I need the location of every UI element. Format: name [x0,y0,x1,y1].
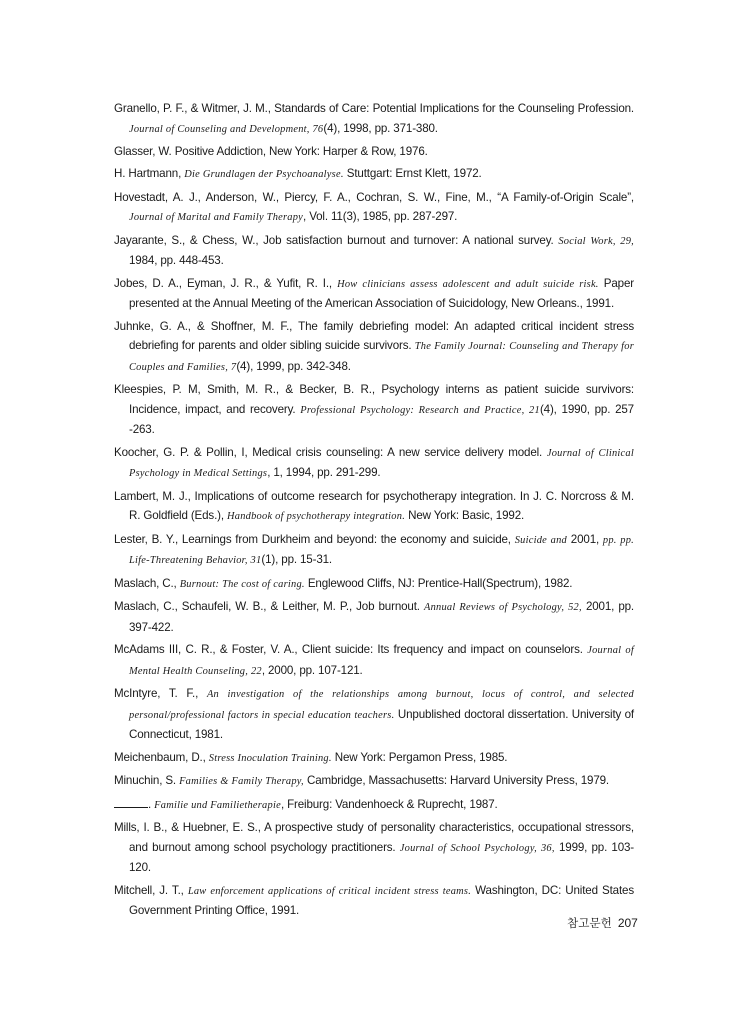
reference-entry: Juhnke, G. A., & Shoffner, M. F., The family debriefing model: An adapted critical incident stress debriefing for parents and older sibling suicide survivors. The Family Journal: Counseling and Therapy for Couples and Families, 7(4), 1999, pp. 342-348. [114,319,634,373]
reference-entry: Koocher, G. P. & Pollin, I, Medical crisis counseling: A new service delivery model. Journal of Clinical Psychology in Medical Settings, 1, 1994, pp. 291-299. [114,445,634,480]
repeat-author-line [114,795,148,808]
page-number: 207 [617,916,638,930]
reference-entry: H. Hartmann, Die Grundlagen der Psychoanalyse. Stuttgart: Ernst Klett, 1972. [114,167,482,181]
reference-entry: Maslach, C., Burnout: The cost of caring. Englewood Cliffs, NJ: Prentice-Hall(Spectrum), 1982. [114,576,573,590]
reference-entry: Lester, B. Y., Learnings from Durkheim and beyond: the economy and suicide, Suicide and 2001, pp. pp. Life-Threatening Behavior, 31(1), pp. 15-31. [114,532,634,567]
reference-entry: Granello, P. F., & Witmer, J. M., Standards of Care: Potential Implications for the Counseling Profession. Journal of Counseling and Development, 76(4), 1998, pp. 371-380. [114,102,634,135]
reference-entry: Minuchin, S. Families & Family Therapy, Cambridge, Massachusetts: Harvard University Press, 1979. [114,774,610,788]
reference-entry: Hovestadt, A. J., Anderson, W., Piercy, F. A., Cochran, S. W., Fine, M., “A Family-of-Origin Scale”, Journal of Marital and Family Therapy, Vol. 11(3), 1985, pp. 287-297. [114,190,634,224]
reference-entry: Jayarante, S., & Chess, W., Job satisfaction burnout and turnover: A national survey. Social Work, 29, 1984, pp. 448-453. [114,233,635,268]
reference-entry: McIntyre, T. F., An investigation of the relationships among burnout, locus of control, and selected personal/professional factors in special education teachers. Unpublished doctoral dissertation. University of Connecticut, 1981. [114,687,635,742]
reference-entry: Maslach, C., Schaufeli, W. B., & Leither, M. P., Job burnout. Annual Reviews of Psychology, 52, 2001, pp. 397-422. [114,600,634,634]
reference-entry: Glasser, W. Positive Addiction, New York: Harper & Row, 1976. [114,144,428,158]
reference-list [114,99,634,924]
reference-entry: Mitchell, J. T., Law enforcement applications of critical incident stress teams. Washington, DC: United States Government Printing Office, 1991. [114,883,634,918]
reference-entry: Kleespies, P. M, Smith, M. R., & Becker, B. R., Psychology interns as patient suicide survivors: Incidence, impact, and recovery. Professional Psychology: Research and Practice, 21(4), 1990, pp. 257 -263. [114,383,634,437]
reference-entry: McAdams III, C. R., & Foster, V. A., Client suicide: Its frequency and impact on counselors. Journal of Mental Health Counseling, 22, 2000, pp. 107-121. [114,643,634,677]
section-label: 참고문헌 [567,917,612,930]
reference-entry: . Familie und Familietherapie, Freiburg: Vandenhoeck & Ruprecht, 1987. [114,795,634,816]
reference-entry: Meichenbaum, D., Stress Inoculation Training. New York: Pergamon Press, 1985. [114,750,508,764]
reference-entry: Jobes, D. A., Eyman, J. R., & Yufit, R. I., How clinicians assess adolescent and adult suicide risk. Paper presented at the Annual Meeting of the American Association of Suicidology, New Orleans., 1991. [114,276,634,311]
reference-entry: Lambert, M. J., Implications of outcome research for psychotherapy integration. In J. C. Norcross & M. R. Goldfield (Eds.), Handbook of psychotherapy integration. New York: Basic, 1992. [114,489,634,523]
reference-entry: Mills, I. B., & Huebner, E. S., A prospective study of personality characteristics, occupational stressors, and burnout among school psychology practitioners. Journal of School Psychology, 36, 1999, pp. 103-120. [114,820,635,875]
page-footer [567,915,638,931]
